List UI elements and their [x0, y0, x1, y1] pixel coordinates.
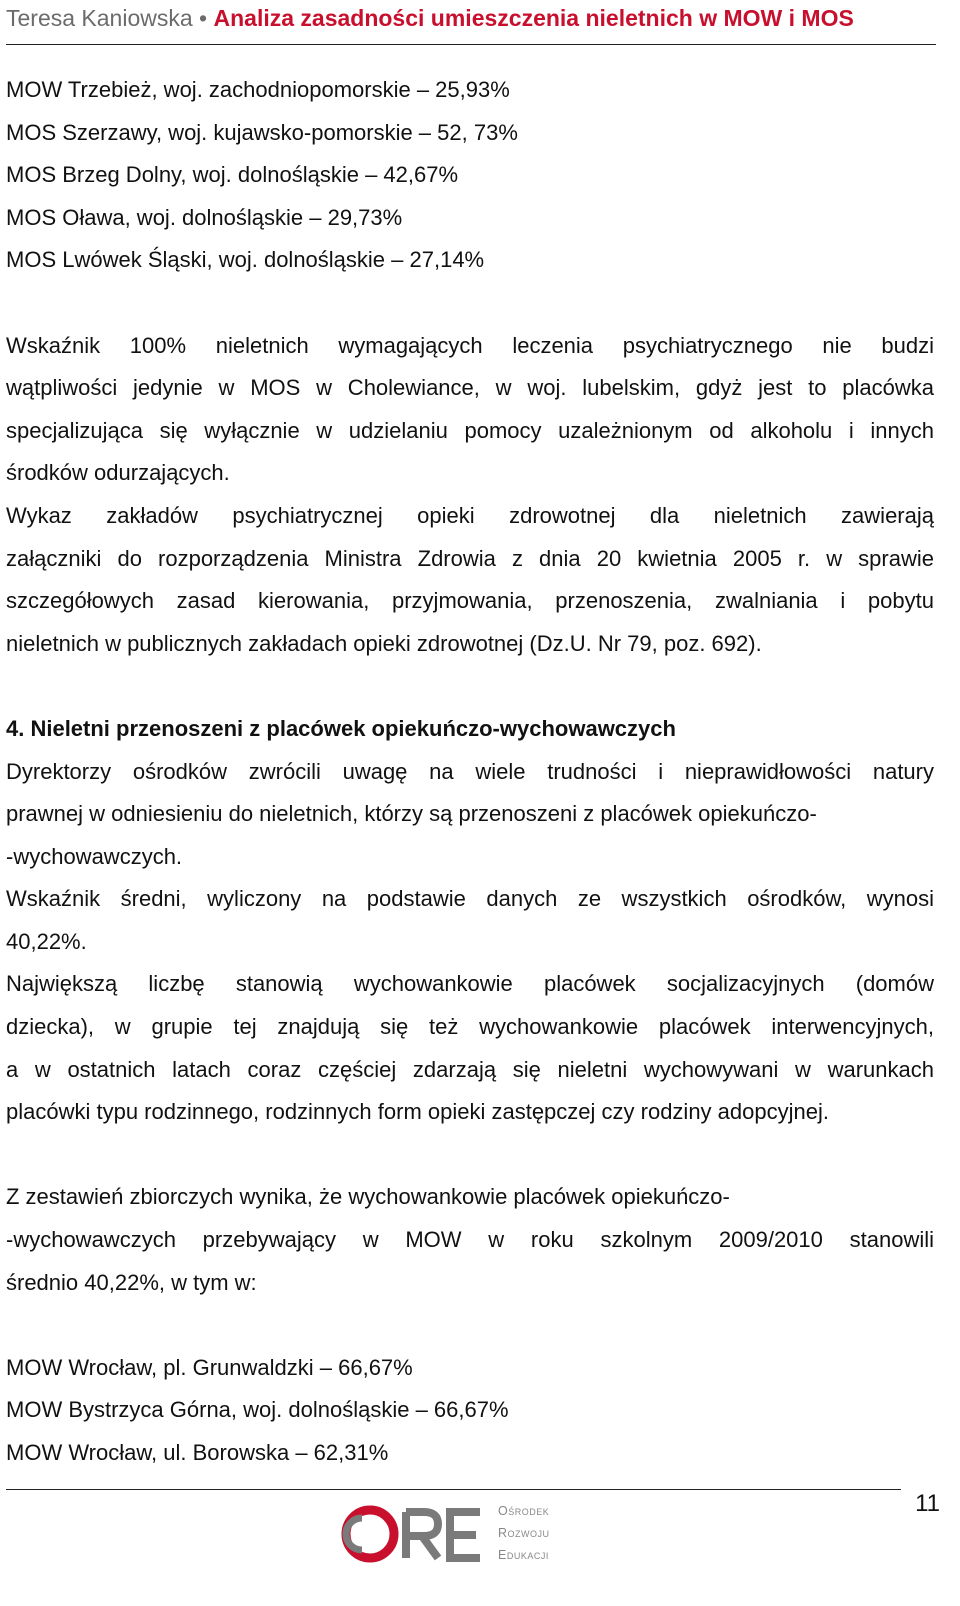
text-line: Z zestawień zbiorczych wynika, że wychowankowie placówek opiekuńczo-	[6, 1184, 730, 1210]
running-header	[6, 2, 936, 45]
spacer	[6, 665, 934, 708]
page-number: 11	[915, 1490, 940, 1517]
paragraph-summary	[6, 1176, 934, 1304]
list-item: MOS Brzeg Dolny, woj. dolnośląskie – 42,67%	[6, 162, 459, 188]
list-item: MOW Wrocław, ul. Borowska – 62,31%	[6, 1440, 389, 1465]
list-item: MOW Wrocław, pl. Grunwaldzki – 66,67%	[6, 1354, 413, 1380]
list-item: MOS Oława, woj. dolnośląskie – 29,73%	[6, 204, 403, 230]
paragraph-psychiatric	[6, 325, 934, 495]
list-item: MOS Szerzawy, woj. kujawsko-pomorskie – 52, 73%	[6, 119, 518, 145]
paragraph-facilities	[6, 495, 934, 665]
text-line: specjalizująca się wyłącznie w udzielaniu pomocy uzależnionym od alkoholu i innych	[6, 417, 934, 443]
text-line: Największą liczbę stanowią wychowankowie placówek socjalizacyjnych (domów	[6, 971, 934, 997]
ore-logo	[340, 1500, 570, 1600]
paragraph-directors	[6, 751, 934, 879]
text-line: Wskaźnik średni, wyliczony na podstawie danych ze wszystkich ośrodków, wynosi	[6, 886, 934, 912]
paragraph-average	[6, 878, 934, 963]
text-line: Dyrektorzy ośrodków zwrócili uwagę na wiele trudności i nieprawidłowości natury	[6, 758, 934, 784]
text-line: dziecka), w grupie tej znajdują się też wychowankowie placówek interwencyjnych,	[6, 1014, 934, 1040]
bottom-list	[6, 1347, 934, 1475]
text-line: średnio 40,22%, w tym w:	[6, 1269, 257, 1295]
spacer	[6, 282, 934, 325]
list-item: MOS Lwówek Śląski, woj. dolnośląskie – 27,14%	[6, 247, 485, 273]
logo-line: Edukacji	[498, 1548, 549, 1562]
list-item: MOW Bystrzyca Górna, woj. dolnośląskie – 66,67%	[6, 1397, 509, 1423]
spacer	[6, 1304, 934, 1347]
page-body	[6, 69, 934, 1475]
logo-line: Ośrodek	[498, 1504, 550, 1518]
text-line: szczegółowych zasad kierowania, przyjmowania, przenoszenia, zwalniania i pobytu	[6, 588, 934, 614]
ore-logo-mark	[340, 1500, 500, 1570]
list-item: MOW Trzebież, woj. zachodniopomorskie – 25,93%	[6, 77, 510, 102]
header-title: Analiza zasadności umieszczenia nieletnich w MOW i MOS	[213, 5, 854, 31]
text-line: Wskaźnik 100% nieletnich wymagających leczenia psychiatrycznego nie budzi	[6, 332, 934, 358]
header-author: Teresa Kaniowska	[6, 5, 193, 31]
text-line: prawnej w odniesieniu do nieletnich, którzy są przenoszeni z placówek opiekuńczo-	[6, 801, 817, 827]
spacer	[6, 1134, 934, 1177]
header-separator: •	[199, 5, 208, 31]
text-line: placówki typu rodzinnego, rodzinnych form opieki zastępczej czy rodziny adopcyjnej.	[6, 1099, 829, 1125]
footer-divider	[6, 1489, 901, 1490]
paragraph-largest-group	[6, 963, 934, 1133]
text-line: -wychowawczych przebywający w MOW w roku szkolnym 2009/2010 stanowili	[6, 1227, 934, 1253]
text-line: 40,22%.	[6, 928, 87, 954]
text-line: wątpliwości jedynie w MOS w Cholewiance, w woj. lubelskim, gdyż jest to placówka	[6, 375, 934, 401]
text-line: nieletnich w publicznych zakładach opieki zdrowotnej (Dz.U. Nr 79, poz. 692).	[6, 630, 762, 656]
ore-logo-text	[498, 1500, 578, 1566]
section-heading: 4. Nieletni przenoszeni z placówek opiekuńczo-wychowawczych	[6, 715, 676, 741]
text-line: Wykaz zakładów psychiatrycznej opieki zdrowotnej dla nieletnich zawierają	[6, 502, 934, 528]
text-line: a w ostatnich latach coraz częściej zdarzają się nieletni wychowywani w warunkach	[6, 1056, 934, 1082]
logo-line: Rozwoju	[498, 1526, 550, 1540]
top-list	[6, 69, 934, 282]
text-line: załączniki do rozporządzenia Ministra Zdrowia z dnia 20 kwietnia 2005 r. w sprawie	[6, 545, 934, 571]
text-line: -wychowawczych.	[6, 843, 183, 869]
text-line: środków odurzających.	[6, 460, 230, 486]
